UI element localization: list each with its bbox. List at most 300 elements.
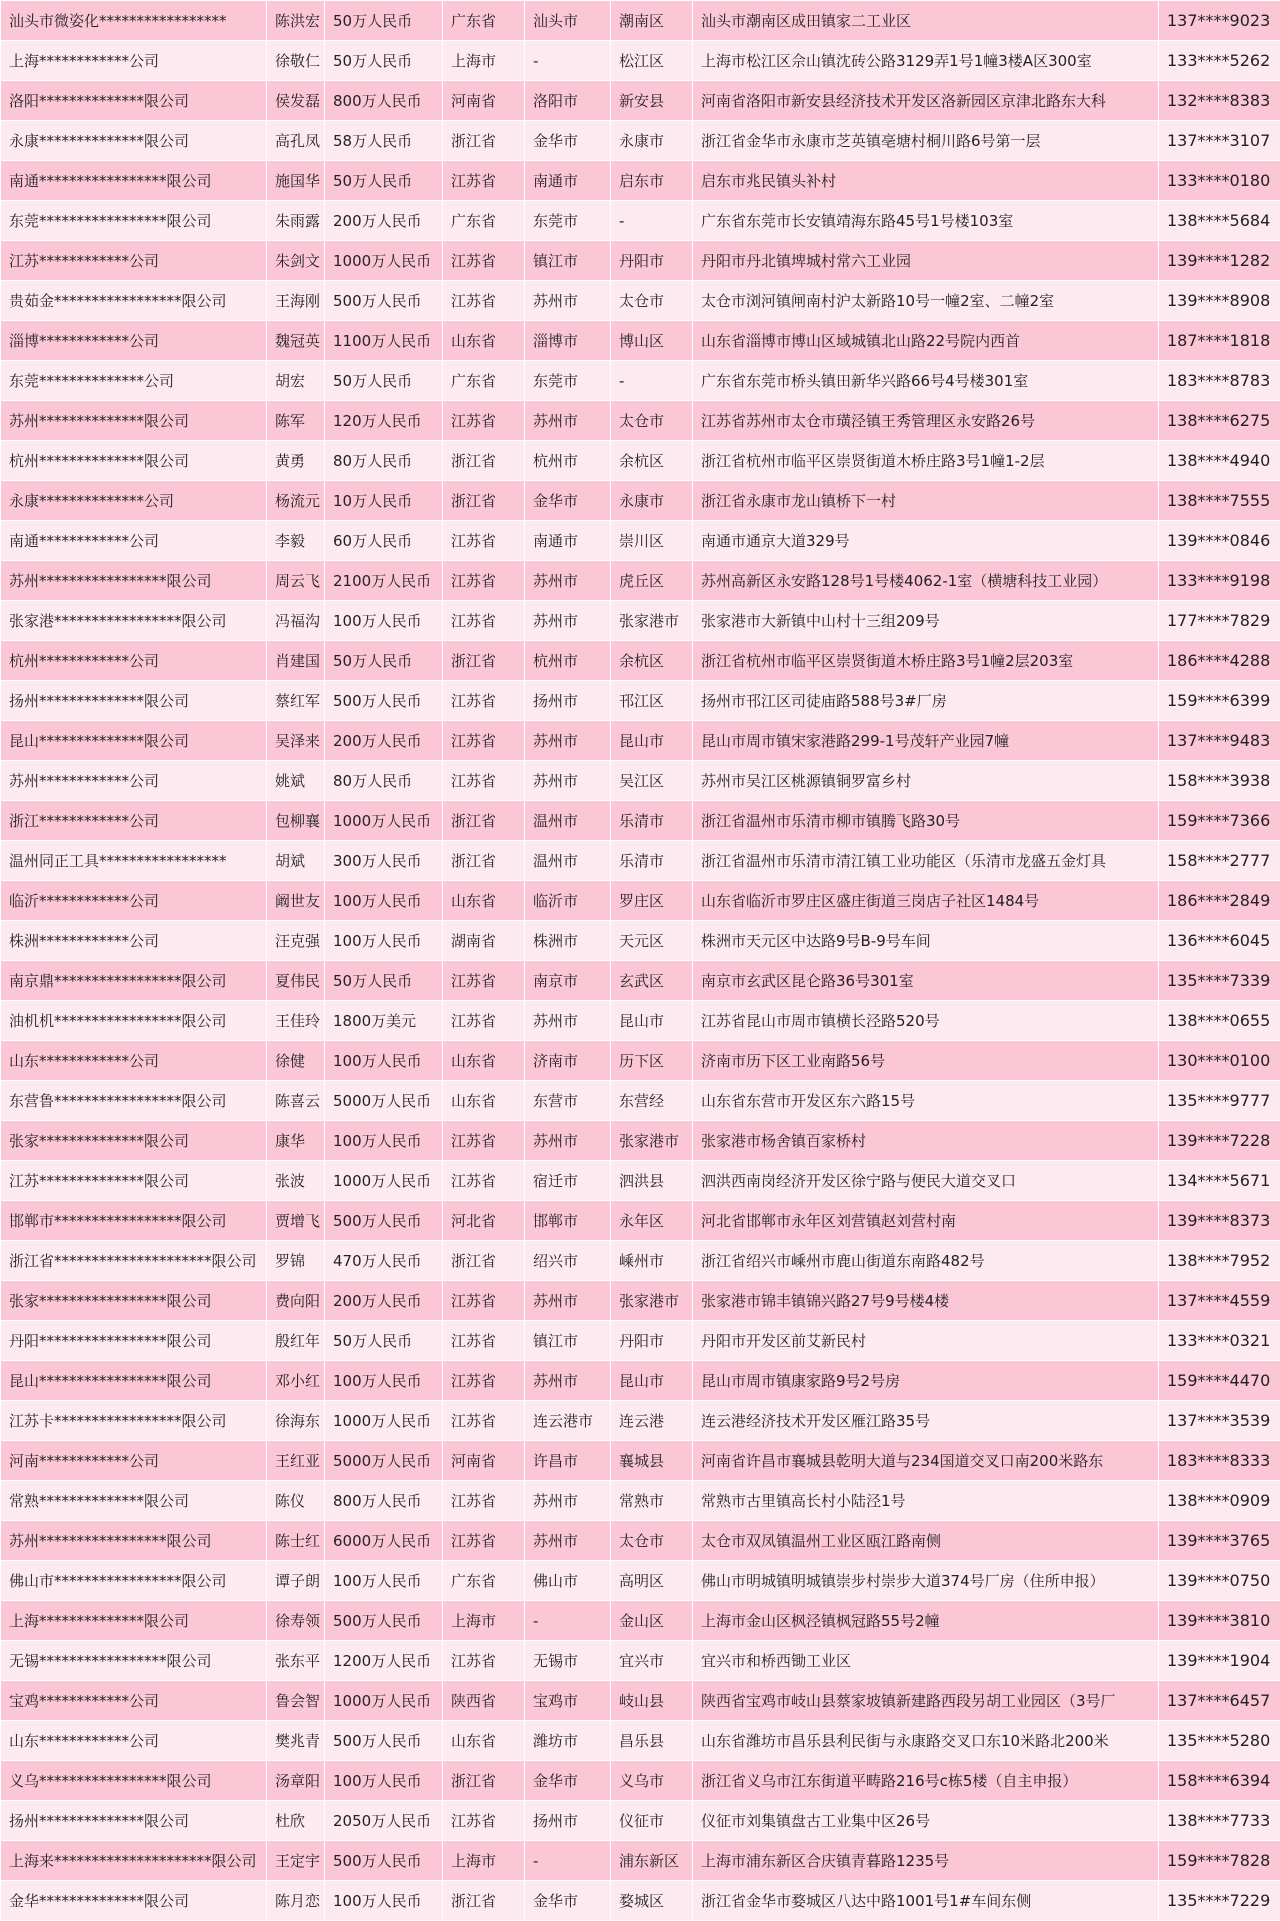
table-row xyxy=(1,801,1280,841)
district-cell: 余杭区 xyxy=(611,641,693,681)
district-cell: 东营经 xyxy=(611,1081,693,1121)
province-cell: 江苏省 xyxy=(443,1161,525,1201)
city-cell: 无锡市 xyxy=(525,1641,611,1681)
address-cell: 张家港市大新镇中山村十三组209号 xyxy=(693,601,1159,641)
province-cell: 江苏省 xyxy=(443,401,525,441)
legal-rep-cell: 肖建国 xyxy=(267,641,325,681)
address-cell: 山东省潍坊市昌乐县利民街与永康路交叉口东10米路北200米 xyxy=(693,1721,1159,1761)
table-row xyxy=(1,1241,1280,1281)
table-row xyxy=(1,881,1280,921)
district-cell: 浦东新区 xyxy=(611,1841,693,1881)
company-name-cell: 贵茹金*****************限公司 xyxy=(1,281,267,321)
phone-cell: 132****8383 xyxy=(1159,81,1280,121)
province-cell: 浙江省 xyxy=(443,1761,525,1801)
address-cell: 上海市浦东新区合庆镇青暮路1235号 xyxy=(693,1841,1159,1881)
legal-rep-cell: 陈洪宏 xyxy=(267,1,325,41)
company-name-cell: 东莞*****************限公司 xyxy=(1,201,267,241)
address-cell: 张家港市杨舍镇百家桥村 xyxy=(693,1121,1159,1161)
province-cell: 江苏省 xyxy=(443,281,525,321)
district-cell: 连云港 xyxy=(611,1401,693,1441)
phone-cell: 138****0909 xyxy=(1159,1481,1280,1521)
legal-rep-cell: 李毅 xyxy=(267,521,325,561)
district-cell: 天元区 xyxy=(611,921,693,961)
table-row xyxy=(1,1401,1280,1441)
legal-rep-cell: 施国华 xyxy=(267,161,325,201)
company-name-cell: 无锡*****************限公司 xyxy=(1,1641,267,1681)
address-cell: 广东省东莞市长安镇靖海东路45号1号楼103室 xyxy=(693,201,1159,241)
city-cell: 扬州市 xyxy=(525,1801,611,1841)
province-cell: 江苏省 xyxy=(443,1521,525,1561)
city-cell: 苏州市 xyxy=(525,561,611,601)
city-cell: - xyxy=(525,1601,611,1641)
company-name-cell: 佛山市*****************限公司 xyxy=(1,1561,267,1601)
district-cell: - xyxy=(611,361,693,401)
capital-cell: 6000万人民币 xyxy=(325,1521,443,1561)
phone-cell: 133****0180 xyxy=(1159,161,1280,201)
address-cell: 上海市金山区枫泾镇枫冠路55号2幢 xyxy=(693,1601,1159,1641)
company-name-cell: 浙江************公司 xyxy=(1,801,267,841)
company-name-cell: 邯郸市*****************限公司 xyxy=(1,1201,267,1241)
address-cell: 浙江省永康市龙山镇桥下一村 xyxy=(693,481,1159,521)
legal-rep-cell: 冯福沟 xyxy=(267,601,325,641)
legal-rep-cell: 王佳玲 xyxy=(267,1001,325,1041)
legal-rep-cell: 黄勇 xyxy=(267,441,325,481)
capital-cell: 300万人民币 xyxy=(325,841,443,881)
company-name-cell: 昆山*****************限公司 xyxy=(1,1361,267,1401)
capital-cell: 50万人民币 xyxy=(325,961,443,1001)
table-row xyxy=(1,201,1280,241)
capital-cell: 100万人民币 xyxy=(325,1041,443,1081)
province-cell: 江苏省 xyxy=(443,1281,525,1321)
table-row xyxy=(1,601,1280,641)
district-cell: 昌乐县 xyxy=(611,1721,693,1761)
district-cell: 启东市 xyxy=(611,161,693,201)
legal-rep-cell: 费向阳 xyxy=(267,1281,325,1321)
capital-cell: 800万人民币 xyxy=(325,81,443,121)
address-cell: 江苏省昆山市周市镇横长泾路520号 xyxy=(693,1001,1159,1041)
company-name-cell: 永康**************限公司 xyxy=(1,121,267,161)
company-name-cell: 河南************公司 xyxy=(1,1441,267,1481)
company-name-cell: 苏州************公司 xyxy=(1,761,267,801)
table-row xyxy=(1,1321,1280,1361)
legal-rep-cell: 蔡红军 xyxy=(267,681,325,721)
company-name-cell: 上海************公司 xyxy=(1,41,267,81)
phone-cell: 133****5262 xyxy=(1159,41,1280,81)
district-cell: 吴江区 xyxy=(611,761,693,801)
table-row xyxy=(1,641,1280,681)
phone-cell: 186****2849 xyxy=(1159,881,1280,921)
legal-rep-cell: 陈仪 xyxy=(267,1481,325,1521)
legal-rep-cell: 胡宏 xyxy=(267,361,325,401)
capital-cell: 800万人民币 xyxy=(325,1481,443,1521)
company-name-cell: 义乌*****************限公司 xyxy=(1,1761,267,1801)
address-cell: 上海市松江区佘山镇沈砖公路3129弄1号1幢3楼A区300室 xyxy=(693,41,1159,81)
address-cell: 浙江省温州市乐清市清江镇工业功能区（乐清市龙盛五金灯具 xyxy=(693,841,1159,881)
address-cell: 浙江省金华市永康市芝英镇亳塘村桐川路6号第一层 xyxy=(693,121,1159,161)
table-row xyxy=(1,1361,1280,1401)
district-cell: 金山区 xyxy=(611,1601,693,1641)
address-cell: 扬州市邗江区司徒庙路588号3#厂房 xyxy=(693,681,1159,721)
city-cell: 洛阳市 xyxy=(525,81,611,121)
city-cell: 宝鸡市 xyxy=(525,1681,611,1721)
table-row xyxy=(1,1081,1280,1121)
phone-cell: 158****3938 xyxy=(1159,761,1280,801)
address-cell: 南京市玄武区昆仑路36号301室 xyxy=(693,961,1159,1001)
table-row xyxy=(1,41,1280,81)
phone-cell: 135****9777 xyxy=(1159,1081,1280,1121)
capital-cell: 100万人民币 xyxy=(325,1761,443,1801)
table-row xyxy=(1,1881,1280,1921)
province-cell: 江苏省 xyxy=(443,721,525,761)
legal-rep-cell: 包柳襄 xyxy=(267,801,325,841)
company-name-cell: 永康**************公司 xyxy=(1,481,267,521)
legal-rep-cell: 汤章阳 xyxy=(267,1761,325,1801)
address-cell: 江苏省苏州市太仓市璜泾镇王秀管理区永安路26号 xyxy=(693,401,1159,441)
table-row xyxy=(1,1841,1280,1881)
city-cell: 潍坊市 xyxy=(525,1721,611,1761)
phone-cell: 137****3539 xyxy=(1159,1401,1280,1441)
company-name-cell: 昆山**************限公司 xyxy=(1,721,267,761)
province-cell: 湖南省 xyxy=(443,921,525,961)
phone-cell: 135****5280 xyxy=(1159,1721,1280,1761)
company-name-cell: 温州同正工具***************** xyxy=(1,841,267,881)
district-cell: 张家港市 xyxy=(611,1281,693,1321)
province-cell: 江苏省 xyxy=(443,761,525,801)
city-cell: 苏州市 xyxy=(525,1121,611,1161)
address-cell: 泗洪西南岗经济开发区徐宁路与便民大道交叉口 xyxy=(693,1161,1159,1201)
table-row xyxy=(1,161,1280,201)
capital-cell: 500万人民币 xyxy=(325,1201,443,1241)
company-name-cell: 杭州**************限公司 xyxy=(1,441,267,481)
company-name-cell: 苏州*****************限公司 xyxy=(1,561,267,601)
table-row xyxy=(1,841,1280,881)
company-name-cell: 上海来*********************限公司 xyxy=(1,1841,267,1881)
company-name-cell: 张家**************限公司 xyxy=(1,1121,267,1161)
district-cell: 宜兴市 xyxy=(611,1641,693,1681)
city-cell: 苏州市 xyxy=(525,401,611,441)
company-name-cell: 张家*****************限公司 xyxy=(1,1281,267,1321)
legal-rep-cell: 康华 xyxy=(267,1121,325,1161)
capital-cell: 470万人民币 xyxy=(325,1241,443,1281)
district-cell: 虎丘区 xyxy=(611,561,693,601)
phone-cell: 137****4559 xyxy=(1159,1281,1280,1321)
province-cell: 上海市 xyxy=(443,41,525,81)
address-cell: 株洲市天元区中达路9号B-9号车间 xyxy=(693,921,1159,961)
capital-cell: 1200万人民币 xyxy=(325,1641,443,1681)
legal-rep-cell: 杜欣 xyxy=(267,1801,325,1841)
city-cell: 苏州市 xyxy=(525,601,611,641)
capital-cell: 1100万人民币 xyxy=(325,321,443,361)
address-cell: 河北省邯郸市永年区刘营镇赵刘营村南 xyxy=(693,1201,1159,1241)
company-name-cell: 丹阳*****************限公司 xyxy=(1,1321,267,1361)
district-cell: 乐清市 xyxy=(611,841,693,881)
district-cell: 婺城区 xyxy=(611,1881,693,1921)
city-cell: 株洲市 xyxy=(525,921,611,961)
province-cell: 浙江省 xyxy=(443,481,525,521)
phone-cell: 137****9023 xyxy=(1159,1,1280,41)
city-cell: 苏州市 xyxy=(525,761,611,801)
capital-cell: 50万人民币 xyxy=(325,641,443,681)
district-cell: 太仓市 xyxy=(611,401,693,441)
table-row xyxy=(1,1761,1280,1801)
company-name-cell: 山东************公司 xyxy=(1,1041,267,1081)
district-cell: 玄武区 xyxy=(611,961,693,1001)
city-cell: 东莞市 xyxy=(525,201,611,241)
company-name-cell: 江苏************公司 xyxy=(1,241,267,281)
province-cell: 浙江省 xyxy=(443,1881,525,1921)
address-cell: 山东省东营市开发区东六路15号 xyxy=(693,1081,1159,1121)
address-cell: 启东市兆民镇头补村 xyxy=(693,161,1159,201)
city-cell: - xyxy=(525,1841,611,1881)
province-cell: 浙江省 xyxy=(443,841,525,881)
legal-rep-cell: 谭子朗 xyxy=(267,1561,325,1601)
company-name-cell: 山东************公司 xyxy=(1,1721,267,1761)
legal-rep-cell: 殷红年 xyxy=(267,1321,325,1361)
capital-cell: 1000万人民币 xyxy=(325,1681,443,1721)
table-row xyxy=(1,1681,1280,1721)
district-cell: 高明区 xyxy=(611,1561,693,1601)
province-cell: 广东省 xyxy=(443,1561,525,1601)
phone-cell: 130****0100 xyxy=(1159,1041,1280,1081)
address-cell: 山东省淄博市博山区域城镇北山路22号院内西首 xyxy=(693,321,1159,361)
company-name-cell: 苏州**************限公司 xyxy=(1,401,267,441)
district-cell: 张家港市 xyxy=(611,1121,693,1161)
city-cell: 佛山市 xyxy=(525,1561,611,1601)
table-row xyxy=(1,321,1280,361)
city-cell: 苏州市 xyxy=(525,1281,611,1321)
table-row xyxy=(1,1121,1280,1161)
legal-rep-cell: 徐寿领 xyxy=(267,1601,325,1641)
district-cell: 仪征市 xyxy=(611,1801,693,1841)
address-cell: 汕头市潮南区成田镇家二工业区 xyxy=(693,1,1159,41)
capital-cell: 5000万人民币 xyxy=(325,1081,443,1121)
company-name-cell: 汕头市微姿化***************** xyxy=(1,1,267,41)
capital-cell: 10万人民币 xyxy=(325,481,443,521)
capital-cell: 50万人民币 xyxy=(325,1,443,41)
city-cell: 宿迁市 xyxy=(525,1161,611,1201)
legal-rep-cell: 杨流元 xyxy=(267,481,325,521)
province-cell: 山东省 xyxy=(443,1721,525,1761)
address-cell: 宜兴市和桥西锄工业区 xyxy=(693,1641,1159,1681)
company-name-cell: 宝鸡************公司 xyxy=(1,1681,267,1721)
phone-cell: 139****0750 xyxy=(1159,1561,1280,1601)
province-cell: 河南省 xyxy=(443,1441,525,1481)
city-cell: 苏州市 xyxy=(525,1481,611,1521)
legal-rep-cell: 王定宇 xyxy=(267,1841,325,1881)
address-cell: 广东省东莞市桥头镇田新华兴路66号4号楼301室 xyxy=(693,361,1159,401)
capital-cell: 500万人民币 xyxy=(325,1841,443,1881)
address-cell: 佛山市明城镇明城镇崇步村崇步大道374号厂房（住所申报） xyxy=(693,1561,1159,1601)
city-cell: 苏州市 xyxy=(525,721,611,761)
legal-rep-cell: 魏冠英 xyxy=(267,321,325,361)
address-cell: 浙江省义乌市江东街道平畴路216号c栋5楼（自主申报） xyxy=(693,1761,1159,1801)
address-cell: 南通市通京大道329号 xyxy=(693,521,1159,561)
phone-cell: 159****6399 xyxy=(1159,681,1280,721)
city-cell: 邯郸市 xyxy=(525,1201,611,1241)
legal-rep-cell: 王海刚 xyxy=(267,281,325,321)
capital-cell: 60万人民币 xyxy=(325,521,443,561)
legal-rep-cell: 侯发磊 xyxy=(267,81,325,121)
province-cell: 浙江省 xyxy=(443,801,525,841)
legal-rep-cell: 姚斌 xyxy=(267,761,325,801)
province-cell: 山东省 xyxy=(443,1041,525,1081)
city-cell: 济南市 xyxy=(525,1041,611,1081)
phone-cell: 183****8333 xyxy=(1159,1441,1280,1481)
province-cell: 江苏省 xyxy=(443,681,525,721)
address-cell: 昆山市周市镇康家路9号2号房 xyxy=(693,1361,1159,1401)
legal-rep-cell: 王红亚 xyxy=(267,1441,325,1481)
district-cell: 潮南区 xyxy=(611,1,693,41)
phone-cell: 133****9198 xyxy=(1159,561,1280,601)
phone-cell: 159****4470 xyxy=(1159,1361,1280,1401)
province-cell: 上海市 xyxy=(443,1601,525,1641)
city-cell: 苏州市 xyxy=(525,281,611,321)
legal-rep-cell: 陈喜云 xyxy=(267,1081,325,1121)
company-name-cell: 南京鼎*****************限公司 xyxy=(1,961,267,1001)
legal-rep-cell: 陈士红 xyxy=(267,1521,325,1561)
company-name-cell: 江苏卡*****************限公司 xyxy=(1,1401,267,1441)
phone-cell: 139****0846 xyxy=(1159,521,1280,561)
district-cell: 太仓市 xyxy=(611,281,693,321)
table-row xyxy=(1,361,1280,401)
phone-cell: 139****3810 xyxy=(1159,1601,1280,1641)
address-cell: 山东省临沂市罗庄区盛庄街道三岗店子社区1484号 xyxy=(693,881,1159,921)
address-cell: 浙江省金华市婺城区八达中路1001号1#车间东侧 xyxy=(693,1881,1159,1921)
table-row xyxy=(1,1481,1280,1521)
company-name-cell: 临沂************公司 xyxy=(1,881,267,921)
district-cell: 昆山市 xyxy=(611,1001,693,1041)
address-cell: 常熟市古里镇高长村小陆泾1号 xyxy=(693,1481,1159,1521)
address-cell: 太仓市双凤镇温州工业区瓯江路南侧 xyxy=(693,1521,1159,1561)
legal-rep-cell: 胡斌 xyxy=(267,841,325,881)
province-cell: 江苏省 xyxy=(443,1001,525,1041)
company-name-cell: 株洲************公司 xyxy=(1,921,267,961)
district-cell: 襄城县 xyxy=(611,1441,693,1481)
address-cell: 浙江省杭州市临平区崇贤街道木桥庄路3号1幢1-2层 xyxy=(693,441,1159,481)
table-row xyxy=(1,921,1280,961)
company-name-cell: 扬州**************限公司 xyxy=(1,1801,267,1841)
capital-cell: 100万人民币 xyxy=(325,1361,443,1401)
legal-rep-cell: 陈军 xyxy=(267,401,325,441)
legal-rep-cell: 朱剑文 xyxy=(267,241,325,281)
capital-cell: 100万人民币 xyxy=(325,1881,443,1921)
district-cell: 余杭区 xyxy=(611,441,693,481)
legal-rep-cell: 樊兆青 xyxy=(267,1721,325,1761)
table-row xyxy=(1,401,1280,441)
province-cell: 山东省 xyxy=(443,1081,525,1121)
table-row xyxy=(1,1001,1280,1041)
province-cell: 陕西省 xyxy=(443,1681,525,1721)
address-cell: 陕西省宝鸡市岐山县蔡家坡镇新建路西段另胡工业园区（3号厂 xyxy=(693,1681,1159,1721)
province-cell: 江苏省 xyxy=(443,1121,525,1161)
legal-rep-cell: 邓小红 xyxy=(267,1361,325,1401)
company-name-cell: 杭州************公司 xyxy=(1,641,267,681)
district-cell: 丹阳市 xyxy=(611,241,693,281)
city-cell: 金华市 xyxy=(525,1881,611,1921)
capital-cell: 500万人民币 xyxy=(325,681,443,721)
city-cell: 苏州市 xyxy=(525,1521,611,1561)
company-name-cell: 扬州**************限公司 xyxy=(1,681,267,721)
phone-cell: 159****7366 xyxy=(1159,801,1280,841)
city-cell: 许昌市 xyxy=(525,1441,611,1481)
district-cell: 乐清市 xyxy=(611,801,693,841)
capital-cell: 500万人民币 xyxy=(325,1721,443,1761)
district-cell: 新安县 xyxy=(611,81,693,121)
table-row xyxy=(1,561,1280,601)
legal-rep-cell: 张波 xyxy=(267,1161,325,1201)
city-cell: 金华市 xyxy=(525,481,611,521)
district-cell: 昆山市 xyxy=(611,1361,693,1401)
address-cell: 浙江省温州市乐清市柳市镇腾飞路30号 xyxy=(693,801,1159,841)
province-cell: 山东省 xyxy=(443,881,525,921)
district-cell: 永年区 xyxy=(611,1201,693,1241)
table-row xyxy=(1,1161,1280,1201)
district-cell: 昆山市 xyxy=(611,721,693,761)
city-cell: 杭州市 xyxy=(525,441,611,481)
table-row xyxy=(1,1641,1280,1681)
capital-cell: 100万人民币 xyxy=(325,921,443,961)
capital-cell: 50万人民币 xyxy=(325,361,443,401)
company-name-cell: 苏州*****************限公司 xyxy=(1,1521,267,1561)
district-cell: 岐山县 xyxy=(611,1681,693,1721)
company-name-cell: 上海**************限公司 xyxy=(1,1601,267,1641)
legal-rep-cell: 徐健 xyxy=(267,1041,325,1081)
capital-cell: 2100万人民币 xyxy=(325,561,443,601)
company-name-cell: 常熟**************限公司 xyxy=(1,1481,267,1521)
city-cell: 扬州市 xyxy=(525,681,611,721)
phone-cell: 139****8373 xyxy=(1159,1201,1280,1241)
province-cell: 浙江省 xyxy=(443,1241,525,1281)
phone-cell: 138****5684 xyxy=(1159,201,1280,241)
capital-cell: 1800万美元 xyxy=(325,1001,443,1041)
phone-cell: 158****2777 xyxy=(1159,841,1280,881)
province-cell: 江苏省 xyxy=(443,1641,525,1681)
city-cell: 金华市 xyxy=(525,1761,611,1801)
company-name-cell: 洛阳**************限公司 xyxy=(1,81,267,121)
address-cell: 仪征市刘集镇盘古工业集中区26号 xyxy=(693,1801,1159,1841)
district-cell: - xyxy=(611,201,693,241)
address-cell: 张家港市锦丰镇锦兴路27号9号楼4楼 xyxy=(693,1281,1159,1321)
district-cell: 历下区 xyxy=(611,1041,693,1081)
phone-cell: 183****8783 xyxy=(1159,361,1280,401)
city-cell: 东莞市 xyxy=(525,361,611,401)
address-cell: 太仓市浏河镇闸南村沪太新路10号一幢2室、二幢2室 xyxy=(693,281,1159,321)
legal-rep-cell: 汪克强 xyxy=(267,921,325,961)
district-cell: 邗江区 xyxy=(611,681,693,721)
phone-cell: 159****7828 xyxy=(1159,1841,1280,1881)
capital-cell: 1000万人民币 xyxy=(325,1401,443,1441)
city-cell: 南通市 xyxy=(525,521,611,561)
phone-cell: 139****1904 xyxy=(1159,1641,1280,1681)
city-cell: 东营市 xyxy=(525,1081,611,1121)
city-cell: 杭州市 xyxy=(525,641,611,681)
address-cell: 济南市历下区工业南路56号 xyxy=(693,1041,1159,1081)
address-cell: 苏州高新区永安路128号1号楼4062-1室（横塘科技工业园） xyxy=(693,561,1159,601)
table-row xyxy=(1,1441,1280,1481)
table-row xyxy=(1,81,1280,121)
district-cell: 常熟市 xyxy=(611,1481,693,1521)
table-row xyxy=(1,1601,1280,1641)
address-cell: 浙江省绍兴市嵊州市鹿山街道东南路482号 xyxy=(693,1241,1159,1281)
province-cell: 浙江省 xyxy=(443,121,525,161)
company-name-cell: 东莞**************公司 xyxy=(1,361,267,401)
address-cell: 丹阳市开发区前艾新民村 xyxy=(693,1321,1159,1361)
capital-cell: 1000万人民币 xyxy=(325,241,443,281)
district-cell: 崇川区 xyxy=(611,521,693,561)
city-cell: 镇江市 xyxy=(525,241,611,281)
district-cell: 博山区 xyxy=(611,321,693,361)
capital-cell: 50万人民币 xyxy=(325,161,443,201)
